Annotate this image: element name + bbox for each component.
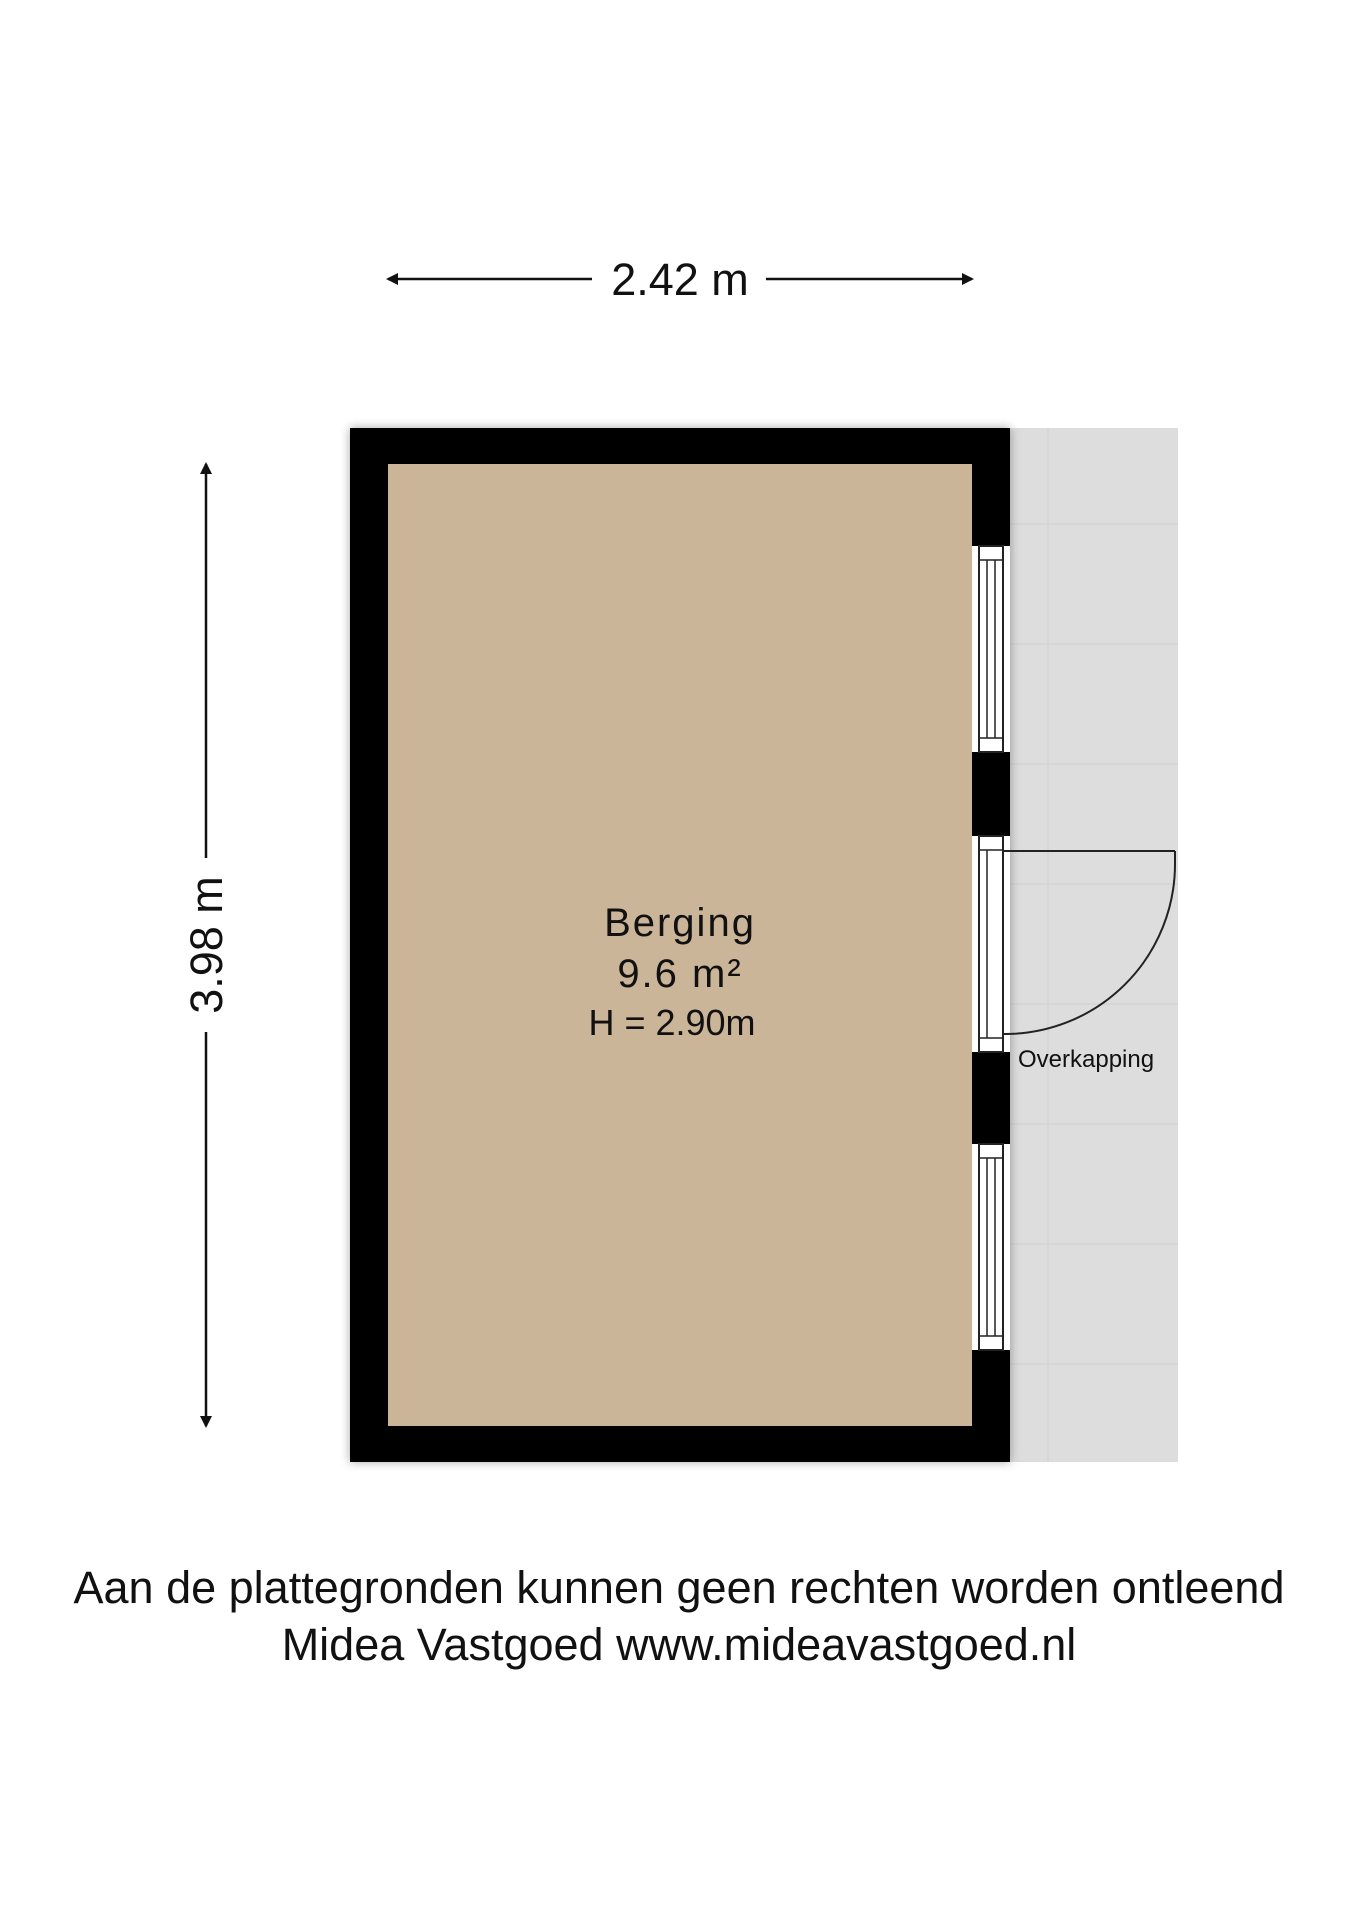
- credit-text: Midea Vastgoed www.mideavastgoed.nl: [281, 1619, 1077, 1670]
- disclaimer-text: Aan de plattegronden kunnen geen rechten worden ontleend: [73, 1562, 1285, 1613]
- canopy-label: Overkapping: [1018, 1046, 1155, 1073]
- room-height: H = 2.90m: [588, 1002, 756, 1043]
- depth-label: 3.98 m: [181, 876, 232, 1014]
- depth-dimension: [181, 464, 232, 1426]
- door-opening: [972, 836, 1010, 1052]
- window-bottom: [972, 1144, 1010, 1350]
- room-floor: [388, 464, 972, 1426]
- window-top: [972, 546, 1010, 752]
- room-area: 9.6 m²: [617, 952, 743, 996]
- room-name: Berging: [604, 901, 756, 945]
- canopy-area: [1010, 428, 1178, 1462]
- width-dimension: [388, 254, 972, 305]
- width-label: 2.42 m: [611, 254, 749, 305]
